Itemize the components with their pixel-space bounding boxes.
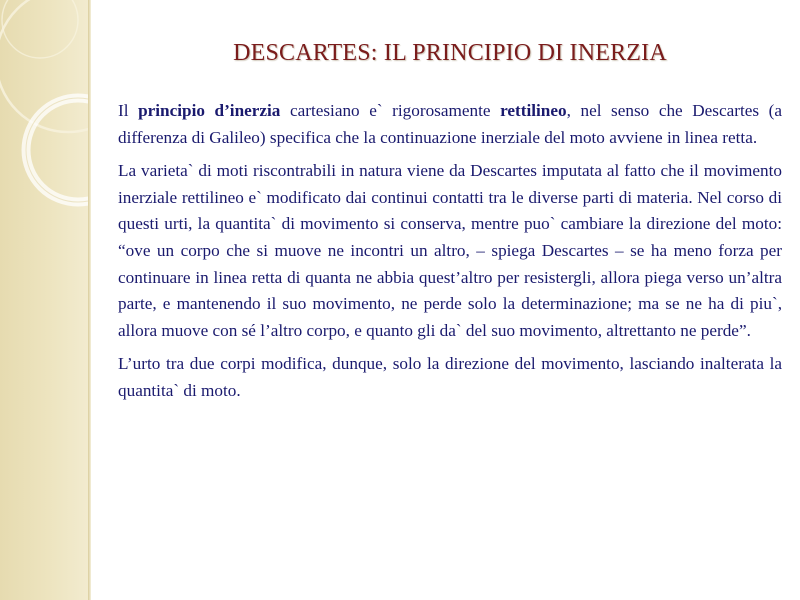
decorative-side-band	[0, 0, 88, 600]
p1-bold-principio: principio d’inerzia	[138, 101, 281, 120]
paragraph-3: L’urto tra due corpi modifica, dunque, solo la direzione del movimento, lasciando inalterata la quantita` di moto.	[118, 354, 782, 400]
p1-text-1: Il	[118, 101, 139, 120]
paragraph-1	[118, 98, 782, 151]
paragraph-2: La varieta` di moti riscontrabili in natura viene da Descartes imputata al fatto che il movimento inerziale rettilineo e` modificato dai continui contatti tra le diverse parti di materia. Nel corso di questi urti, la quantita` di movimento si conserva, mentre puo` cambiare la direzione del moto: “ove un corpo che si muove ne incontri un altro, – spiega Descartes – se ha meno forza per continuare in linea retta di quanta ne abbia quest’altro per resistergli, allora piega verso un’altra parte, e mantenendo il suo movimento, ne perde solo la determinazione; ma se ne ha di piu`, allora muove con sé l’altro corpo, e quanto gli da` del suo movimento, altrettanto ne perde”.	[118, 161, 782, 340]
decorative-circles	[0, 0, 88, 600]
p1-text-3: , nel senso che Descartes (a differenza di Galileo) specifica che la continuazione inerziale del moto avviene in linea retta.	[118, 101, 782, 147]
p1-bold-rettilineo: rettilineo	[500, 101, 567, 120]
p1-text-2: cartesiano e` rigorosamente	[280, 101, 501, 120]
slide-body	[118, 98, 782, 412]
slide-title: DESCARTES: IL PRINCIPIO DI INERZIA	[233, 40, 667, 66]
band-edge-divider	[88, 0, 91, 600]
